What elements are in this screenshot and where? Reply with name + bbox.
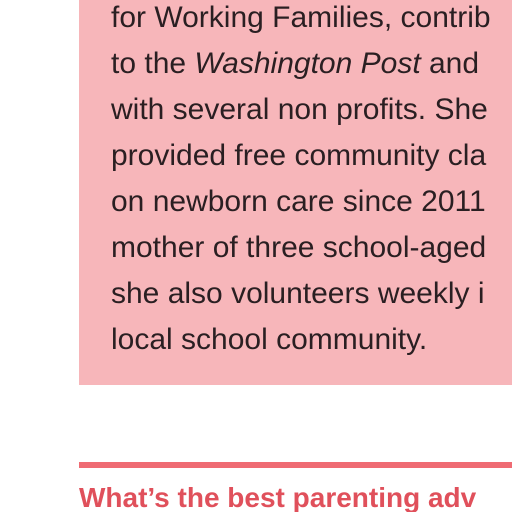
bio-line: for Working Families, contrib xyxy=(111,1,491,34)
bio-line: to the Washington Post and xyxy=(111,47,480,80)
bio-line: she also volunteers weekly i xyxy=(111,277,485,310)
section-divider xyxy=(79,462,512,468)
bio-line: mother of three school-aged xyxy=(111,231,487,264)
bio-line: with several non profits. She xyxy=(111,93,488,126)
publication-name: Washington Post xyxy=(194,47,421,80)
bio-line: provided free community cla xyxy=(111,139,487,172)
author-bio-text xyxy=(111,0,491,363)
bio-line: on newborn care since 2011 xyxy=(111,185,486,218)
section-heading: What’s the best parenting adv xyxy=(79,482,477,512)
bio-line: local school community. xyxy=(111,323,428,356)
